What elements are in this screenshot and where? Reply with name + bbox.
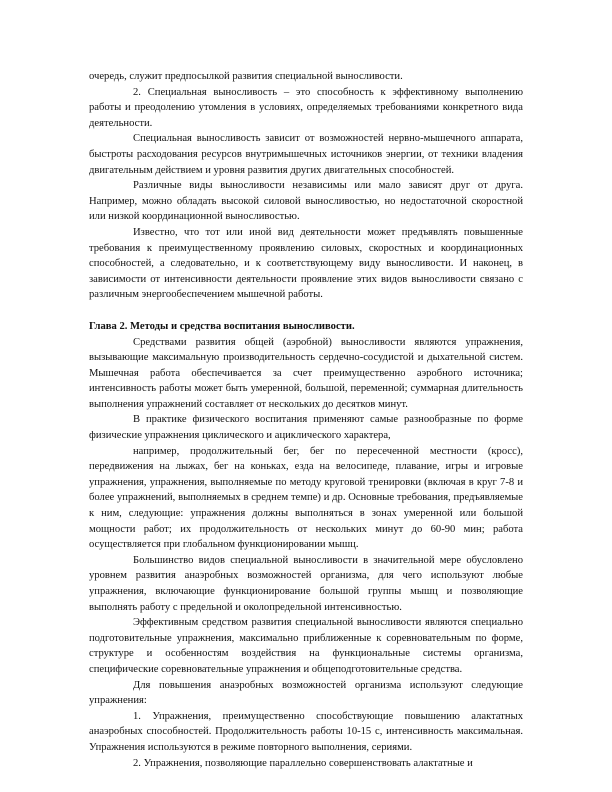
paragraph: 2. Специальная выносливость – это способность к эффективному выполнению работы и преодолению утомления в условиях, определяемых требованиями конкретного вида деятельности. <box>89 86 523 129</box>
paragraph: 1. Упражнения, преимущественно способствующие повышению алактатных анаэробных способностей. Продолжительность работы 10-15 с, интенсивность максимальная. Упражнения используются в режиме повторного выполнения, сериями. <box>89 710 523 753</box>
paragraph: В практике физического воспитания применяют самые разнообразные по форме физические упражнения циклического и ациклического характера, <box>89 414 523 442</box>
paragraph: Большинство видов специальной выносливости в значительной мере обусловлено уровнем развития анаэробных возможностей организма, для чего используют любые упражнения, включающие функционирование большой группы мышц и позволяющие выполнять работу с предельной и околопредельной интенсивностью. <box>89 554 523 613</box>
paragraph: Известно, что тот или иной вид деятельности может предъявлять повышенные требования к преимущественному проявлению силовых, скоростных и координационных способностей, а следовательно, и к соответствующему виду выносливости. И наконец, в зависимости от интенсивности деятельности проявление этих видов выносливости связано с различным энергообеспечением мышечной работы. <box>89 226 523 301</box>
paragraph: Для повышения анаэробных возможностей организма используют следующие упражнения: <box>89 679 523 707</box>
paragraph: очередь, служит предпосылкой развития специальной выносливости. <box>89 71 403 82</box>
chapter-heading: Глава 2. Методы и средства воспитания выносливости. <box>89 320 355 332</box>
paragraph: например, продолжительный бег, бег по пересеченной местности (кросс), передвижения на лыжах, бег на коньках, езда на велосипеде, плавание, игры и игровые упражнения, упражнения, выполняемые по методу круговой тренировки (включая в круг 7-8 и более упражнений, выполняемых в среднем темпе) и др. Основные требования, предъявляемые к ним, следующие: упражнения должны выполняться в зонах умеренной или большой мощности работ; их продолжительность от нескольких минут до 60-90 мин; работа осуществляется при глобальном функционировании мышц. <box>89 445 523 551</box>
paragraph: Средствами развития общей (аэробной) выносливости являются упражнения, вызывающие максимальную производительность сердечно-сосудистой и дыхательной систем. Мышечная работа обеспечивается за счет преимущественно аэробного источника; интенсивность работы может быть умеренной, большой, переменной; суммарная длительность выполнения упражнений составляет от нескольких до десятков минут. <box>89 336 523 410</box>
paragraph: 2. Упражнения, позволяющие параллельно совершенствовать алактатные и <box>133 757 473 769</box>
paragraph: Эффективным средством развития специальной выносливости являются специально подготовительные упражнения, максимально приближенные к соревновательным по форме, структуре и особенностям воздействия на функциональные системы организма, специфические соревновательные упражнения и общеподготовительные средства. <box>89 617 523 675</box>
document-page <box>89 69 523 771</box>
paragraph: Специальная выносливость зависит от возможностей нервно-мышечного аппарата, быстроты расходования ресурсов внутримышечных источников энергии, от техники владения двигательным действием и уровня развития других двигательных способностей. <box>89 133 523 176</box>
spacer <box>89 303 523 319</box>
paragraph: Различные виды выносливости независимы или мало зависят друг от друга. Например, можно обладать высокой силовой выносливостью, но недостаточной скоростной или низкой координационной выносливостью. <box>89 180 523 223</box>
